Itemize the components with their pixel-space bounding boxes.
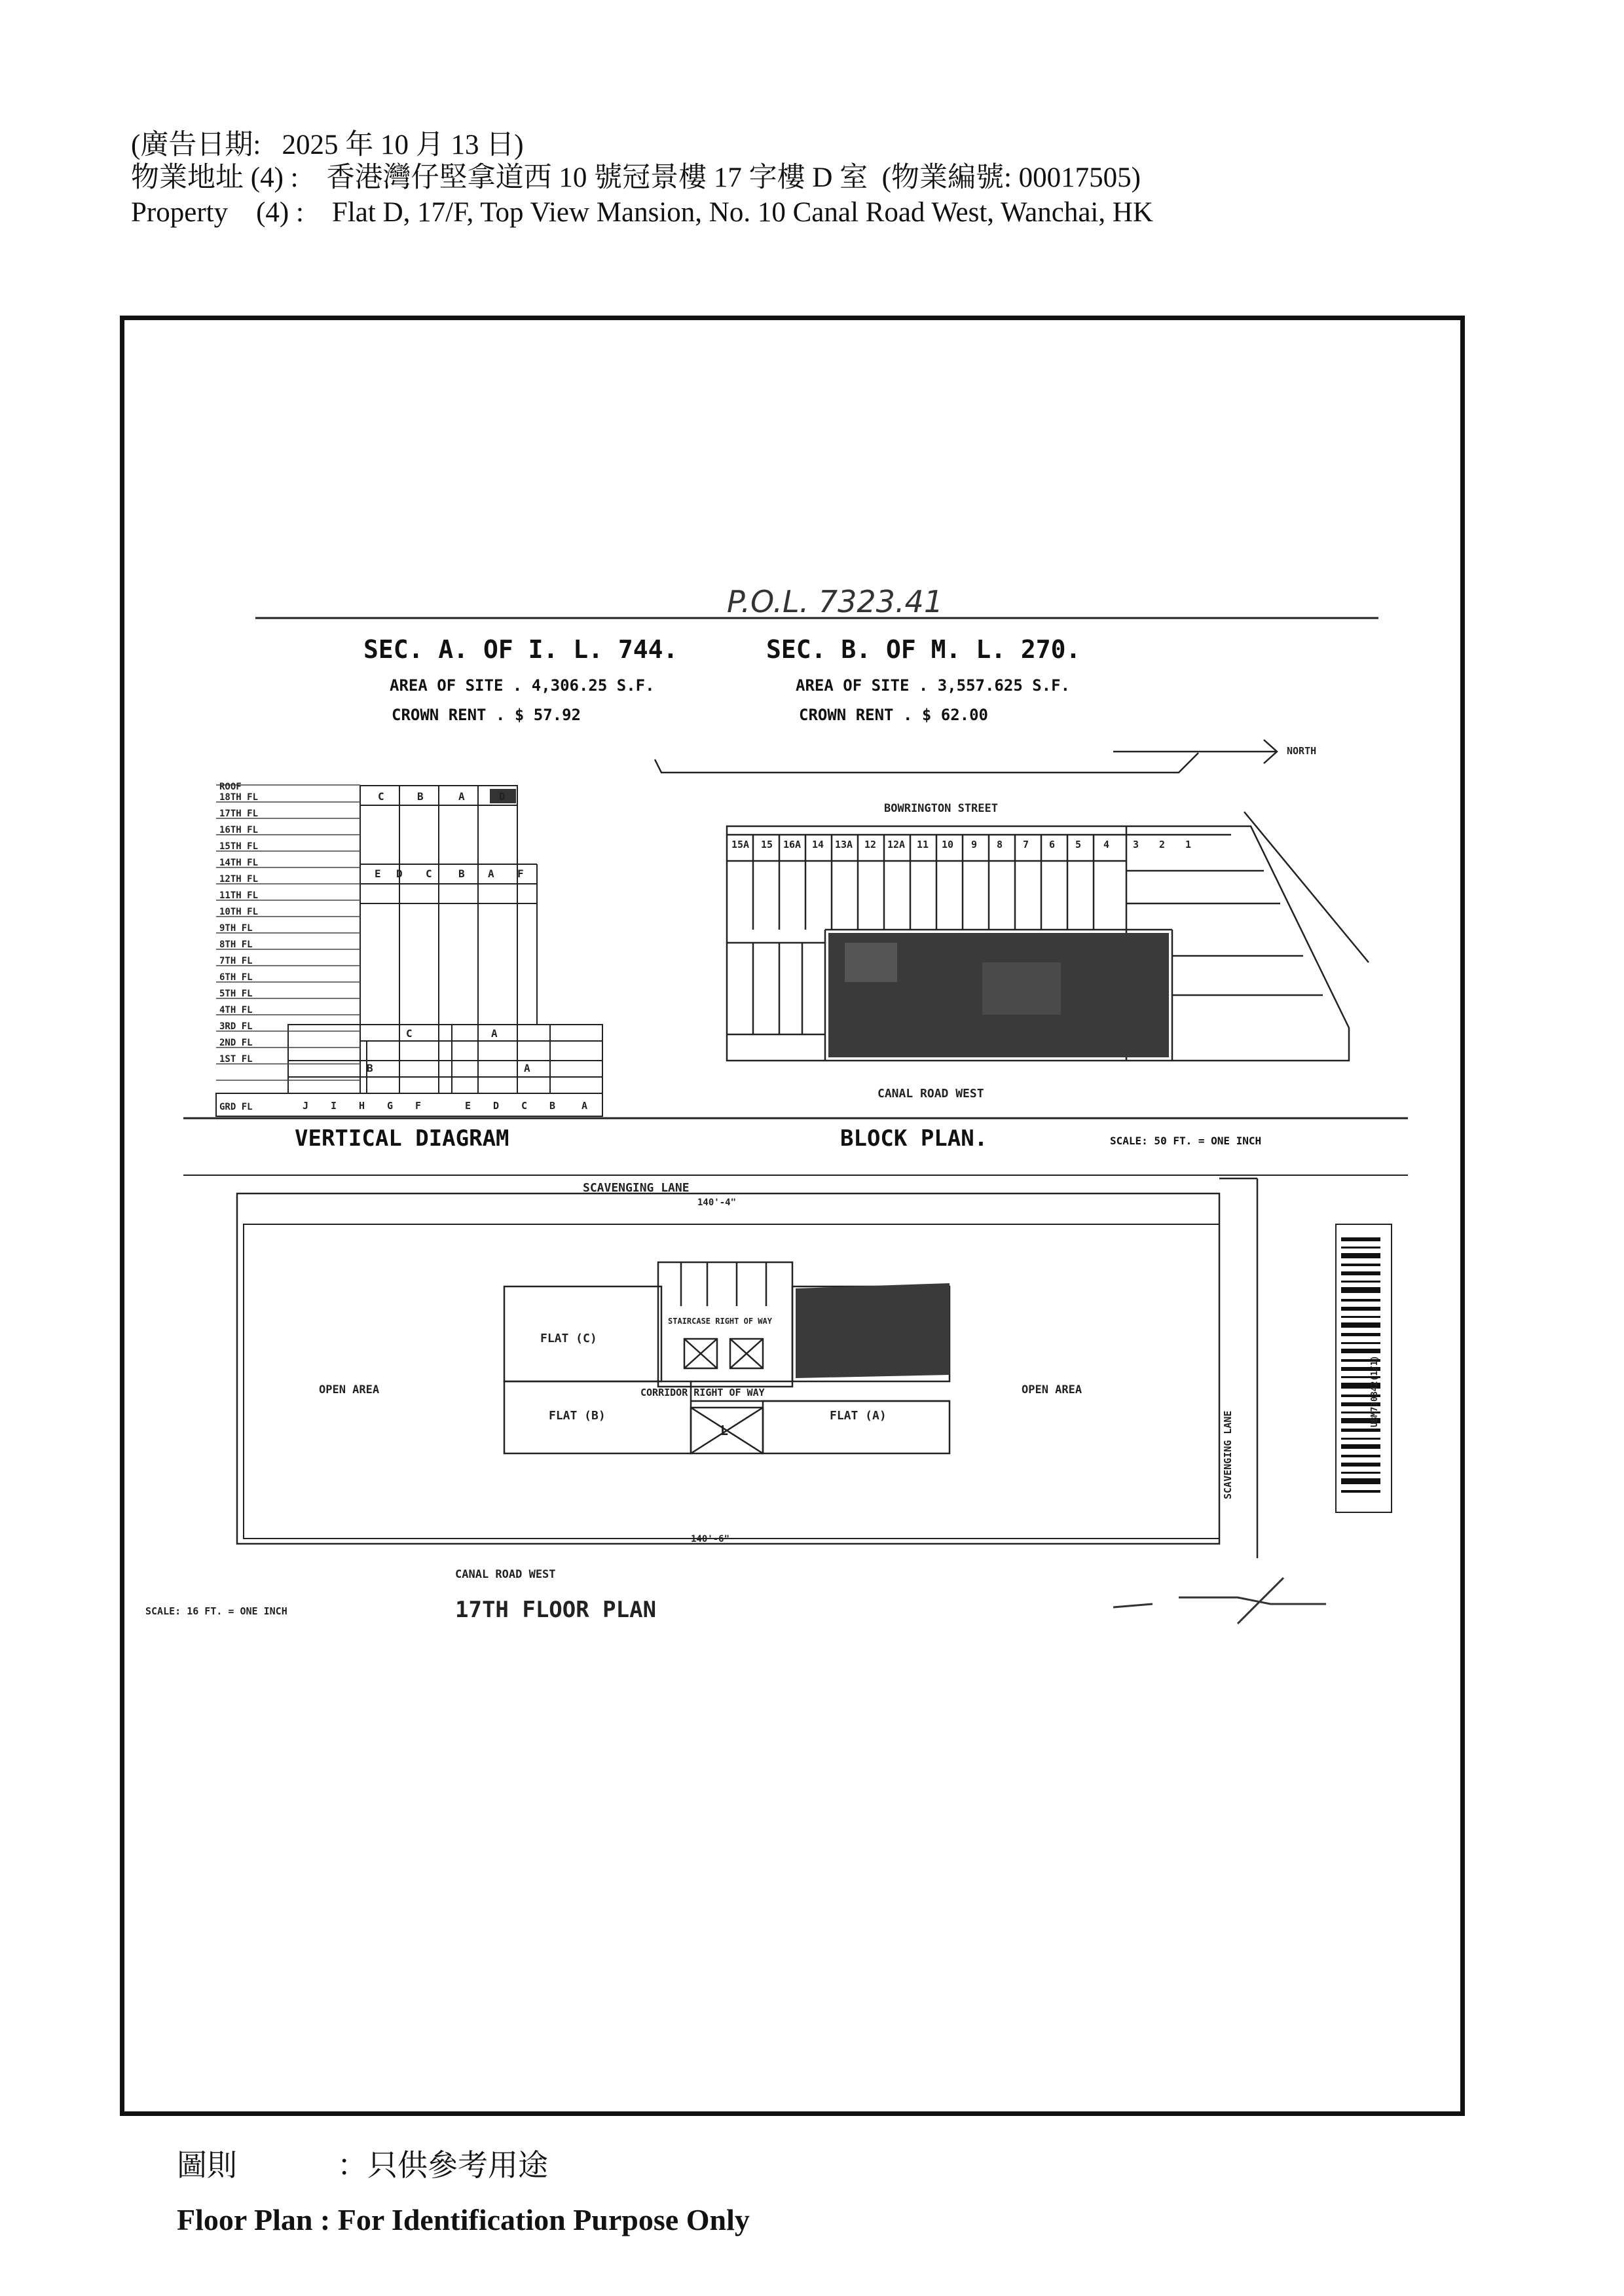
section-a-heading: SEC. A. OF I. L. 744. — [363, 635, 678, 664]
lot-label: 16A — [783, 839, 802, 850]
floor-label: 9TH FL — [219, 923, 253, 934]
canal-road-west-label: CANAL ROAD WEST — [877, 1087, 984, 1101]
flat-a-label: FLAT (A) — [830, 1409, 887, 1423]
lot-label: 15 — [761, 839, 773, 850]
floor-label: 4TH FL — [219, 1005, 253, 1015]
bottom-dimension: 140'-6" — [691, 1534, 730, 1544]
flat-letter: D — [396, 867, 403, 880]
lot-label: 8 — [997, 839, 1003, 850]
lot-label: 12 — [864, 839, 877, 850]
lot-label: 11 — [917, 839, 929, 850]
shop-letter: J — [303, 1100, 309, 1112]
lift-label: L — [720, 1423, 729, 1438]
shop-letter: I — [331, 1100, 337, 1112]
scavenging-lane-side-label: SCAVENGING LANE — [1222, 1410, 1234, 1499]
lot-label: 2 — [1159, 839, 1166, 850]
floor-label: 12TH FL — [219, 874, 259, 884]
flat-c-label: FLAT (C) — [540, 1332, 597, 1345]
lot-label: 7 — [1023, 839, 1029, 850]
shop-letter: D — [493, 1100, 500, 1112]
floor-label: 7TH FL — [219, 956, 253, 966]
flat-letter: A — [491, 1027, 498, 1040]
corridor-label: CORRIDOR RIGHT OF WAY — [640, 1387, 765, 1398]
floor-label: GRD FL — [219, 1102, 253, 1112]
shop-letter: H — [359, 1100, 365, 1112]
open-area-right: OPEN AREA — [1022, 1383, 1082, 1396]
top-dimension: 140'-4" — [697, 1197, 737, 1208]
footer-disclaimer-english: Floor Plan : For Identification Purpose Only — [177, 2203, 750, 2236]
block-plan-scale: SCALE: 50 FT. = ONE INCH — [1110, 1135, 1262, 1147]
advertisement-date: (廣告日期: 2025 年 10 月 13 日) — [131, 130, 524, 160]
property-address-english: Property (4) : Flat D, 17/F, Top View Mansion, No. 10 Canal Road West, Wanchai, HK — [131, 197, 1153, 228]
floor-plan-scale: SCALE: 16 FT. = ONE INCH — [145, 1605, 287, 1617]
shop-letter: G — [387, 1100, 394, 1112]
floor-label: 11TH FL — [219, 890, 259, 901]
floor-label: 15TH FL — [219, 841, 259, 852]
lot-label: 3 — [1133, 839, 1139, 850]
block-plan — [655, 740, 1369, 1152]
floor-label: 2ND FL — [219, 1038, 253, 1048]
flat-letter: E — [375, 867, 381, 880]
open-area-left: OPEN AREA — [319, 1383, 380, 1396]
floor-label: 6TH FL — [219, 972, 253, 983]
floor-label: ROOF — [219, 782, 242, 792]
lot-label: 15A — [731, 839, 750, 850]
lot-label: 9 — [971, 839, 978, 850]
flat-letter: A — [488, 867, 494, 880]
handwritten-reference: P.O.L. 7323.41 — [727, 584, 944, 619]
floor-plan-title: 17TH FLOOR PLAN — [455, 1597, 657, 1623]
staircase-label: STAIRCASE RIGHT OF WAY — [668, 1317, 772, 1326]
floor-label: 1ST FL — [219, 1054, 253, 1065]
block-plan-title: BLOCK PLAN. — [840, 1125, 988, 1152]
flat-b-label: FLAT (B) — [549, 1409, 606, 1423]
shop-letter: E — [465, 1100, 471, 1112]
section-b-area: AREA OF SITE . 3,557.625 S.F. — [796, 676, 1071, 695]
property-address-chinese: 物業地址 (4) : 香港灣仔堅拿道西 10 號冠景樓 17 字樓 D 室 (物業編號: 00017505) — [131, 162, 1141, 193]
flat-letter: C — [426, 867, 432, 880]
flat-letter: C — [406, 1027, 413, 1040]
shop-letter: B — [549, 1100, 556, 1112]
lot-label: 12A — [887, 839, 906, 850]
barcode-text: UBM730342(1/1) — [1370, 1355, 1380, 1427]
section-b-rent: CROWN RENT . $ 62.00 — [799, 706, 988, 724]
floor-label: 8TH FL — [219, 939, 253, 950]
flat-letter: B — [367, 1062, 373, 1074]
flat-letter: C — [378, 790, 384, 803]
section-a-area: AREA OF SITE . 4,306.25 S.F. — [390, 676, 655, 695]
flat-letter: B — [417, 790, 424, 803]
lot-label: 5 — [1075, 839, 1082, 850]
scavenging-lane-label: SCAVENGING LANE — [583, 1181, 690, 1195]
north-label: NORTH — [1287, 745, 1317, 757]
floor-label: 18TH FL — [219, 792, 259, 803]
section-b-heading: SEC. B. OF M. L. 270. — [766, 635, 1081, 664]
floor-label: 14TH FL — [219, 858, 259, 868]
footer-label-chinese: 圖則 — [177, 2149, 237, 2182]
floor-label: 16TH FL — [219, 825, 259, 835]
section-a-rent: CROWN RENT . $ 57.92 — [392, 706, 581, 724]
canal-road-west-floor-label: CANAL ROAD WEST — [455, 1568, 556, 1581]
lot-label: 10 — [942, 839, 954, 850]
lot-label: 6 — [1049, 839, 1056, 850]
shop-letter: C — [521, 1100, 528, 1112]
floor-label: 3RD FL — [219, 1021, 253, 1032]
floor-label: 10TH FL — [219, 907, 259, 917]
flat-letter: F — [517, 867, 524, 880]
floor-label: 5TH FL — [219, 989, 253, 999]
flat-letter: A — [524, 1062, 530, 1074]
lot-label: 14 — [812, 839, 824, 850]
floor-label: 17TH FL — [219, 809, 259, 819]
vertical-diagram-title: VERTICAL DIAGRAM — [295, 1125, 509, 1152]
lot-label: 13A — [835, 839, 853, 850]
lot-label: 4 — [1103, 839, 1110, 850]
seventeenth-floor-plan — [145, 1178, 1392, 1624]
shop-letter: F — [415, 1100, 422, 1112]
shop-letter: A — [581, 1100, 588, 1112]
vertical-diagram — [216, 782, 602, 1152]
flat-letter: D — [499, 790, 506, 803]
lot-label: 1 — [1185, 839, 1192, 850]
bowrington-street-label: BOWRINGTON STREET — [884, 802, 998, 815]
flat-letter: B — [458, 867, 465, 880]
flat-letter: A — [458, 790, 465, 803]
footer-note-chinese: ：只供參考用途 — [337, 2149, 548, 2182]
